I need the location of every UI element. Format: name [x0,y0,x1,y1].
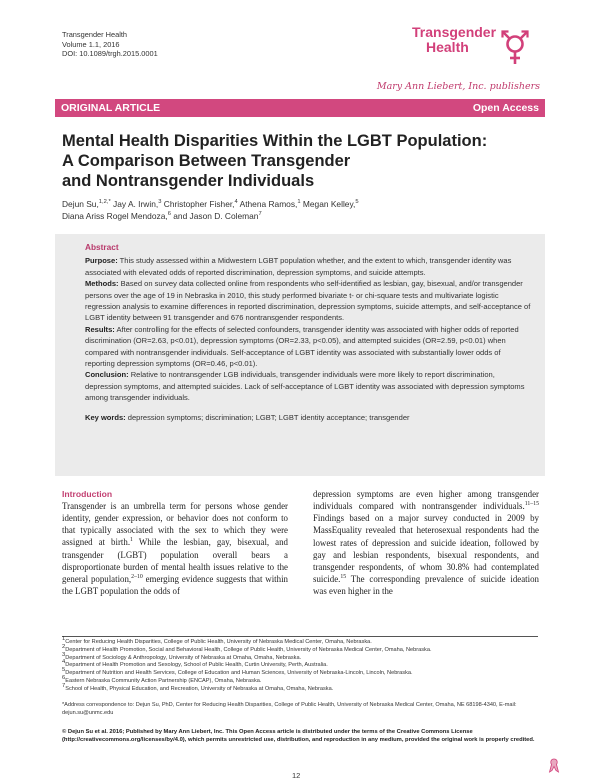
title-line-3: and Nontransgender Individuals [62,172,315,190]
journal-volume: Volume 1.1, 2016 [62,39,120,49]
citation-sup: 1 [130,537,133,544]
body-text: depression symptoms are even higher among transgender individuals compared with nontransgender individuals. [313,489,539,512]
affiliation-item [62,675,538,686]
author-affil-sup: 6 [167,211,171,218]
journal-name: Transgender Health [62,30,128,39]
conclusion-label: Conclusion: [85,370,129,380]
methods-text: Based on survey data collected online from respondents who self-identified as lesbian, gay, bisexual, and/or transgender persons over the age of 19 in Nebraska in 2010, this study performed bivariate t- or chi-square tests and multivariate logistic regression analysis to examine differences in reported discrimination, depression symptoms, suicide attempts, and self-acceptance of LGBT identity between 91 transgender and 676 nontransgender respondents. [85,279,531,323]
logo-line2: Health [426,39,469,55]
author-name: Megan Kelley, [300,199,356,209]
logo-wordmark [412,25,496,55]
citation-sup: 2–10 [131,573,143,580]
author-name: Christopher Fisher, [161,199,235,209]
body-column-right [313,488,539,597]
license-statement: © Dejun Su et al. 2016; Published by Mary Ann Liebert, Inc. This Open Access article is distributed under the terms of the Creative Commons License (http://creativecommons.org/licenses/by/4.0), which permits unrestricted use, distribution, and reproduction in any medium, provided the original work is properly credited. [62,729,535,743]
page-number: 12 [292,771,301,780]
publisher-name: Mary Ann Liebert, Inc. publishers [376,81,540,92]
article-type-band [55,99,545,117]
purpose-text: This study assessed within a Midwestern LGBT population whether, and the extent to which, transgender identity was associated with elevated odds of reported discrimination, depression symptoms, and suicide attempts. [85,256,512,277]
gender-symbol-icon [498,27,532,71]
author-name: Dejun Su, [62,199,99,209]
affiliation-item [62,636,538,647]
author-name: Diana Ariss Rogel Mendoza, [62,211,168,221]
author-affil-sup: 3 [158,199,162,206]
author-affil-sup: 7 [258,211,262,218]
affiliation-item [62,643,538,655]
body-text: While the lesbian, gay, bisexual, and transgender (LGBT) population overall bears a disproportionate burden of mental health issues relative to the general population, [62,537,288,584]
affil-text: Department of Health Promotion, Social and Behavioral Health, College of Public Health, University of Nebraska Medical Center, Omaha, Nebraska. [65,646,432,653]
results-text: After controlling for the effects of selected confounders, transgender identity was associated with higher odds of reported discrimination (OR=2.63, p<0.01), depression symptoms (OR=2.33, p<0.05), and attempted suicides (OR=2.59, p<0.01) when compared with nontransgender individuals. Self-acceptance of LGBT identity was associated with substantially lower odds of reporting depression symptoms (OR=0.46, p<0.01). [85,324,519,369]
abstract-keywords [85,412,531,423]
journal-meta [62,30,158,59]
journal-doi: DOI: 10.1089/trgh.2015.0001 [62,49,158,59]
affil-text: School of Health, Physical Education, and Recreation, University of Nebraska at Omaha, Omaha, Nebraska. [65,685,334,692]
affil-number: 5 [62,667,66,674]
correspondence-note: *Address correspondence to: Dejun Su, PhD, Center for Reducing Health Disparities, College of Public Health, University of Nebraska Medical Center, Omaha, NE 68198-4340, E-mail: dejun.su@unmc.edu [62,702,517,716]
body-column-left [62,500,288,597]
body-text: The corresponding prevalence of suicide ideation was even higher in the [313,574,539,597]
abstract-purpose [85,255,531,278]
affil-number: 2 [62,643,66,650]
journal-logo [412,25,532,75]
affil-text: Department of Health Promotion and Sexology, School of Public Health, Curtin University, Perth, Australia. [65,662,328,669]
affiliation-item [62,682,538,694]
ribbon-icon [548,758,560,774]
keywords-label: Key words: [85,412,126,422]
abstract [85,242,531,423]
logo-line1: Transgender [412,24,497,40]
author-affil-sup: 1 [297,199,301,206]
affil-text: Department of Sociology & Anthropology, University of Nebraska at Omaha, Omaha, Nebraska. [65,654,302,661]
affiliations [62,636,538,694]
purpose-label: Purpose: [85,256,118,266]
open-access-label: Open Access [472,101,539,114]
author-affil-sup: 1,2,* [98,199,111,206]
abstract-methods [85,278,531,324]
affil-text: Center for Reducing Health Disparities, College of Public Health, University of Nebraska Medical Center, Omaha, Nebraska. [65,639,372,645]
affil-number: 1 [62,636,66,643]
body-text: emerging evidence suggests that within the LGBT population the odds of [62,573,288,597]
conclusion-text: Relative to nontransgender LGB individuals, transgender individuals were more likely to report discrimination, depression symptoms, and attempted suicides. Lack of self-acceptance of LGBT identity was associated with depression symptoms among transgender individuals. [85,370,525,403]
affil-number: 4 [62,659,66,666]
article-title [62,131,532,191]
author-affil-sup: 5 [355,199,359,206]
keywords-text: depression symptoms; discrimination; LGBT; LGBT identity acceptance; transgender [125,412,410,422]
affil-text: Eastern Nebraska Community Action Partnership (ENCAP), Omaha, Nebraska. [65,677,262,684]
body-text: Findings based on a major survey conducted in 2009 by MassEquality revealed that heterosexual respondents had the lowest rates of depression and suicide ideation, followed by gay and lesbian respondents, bisexual respondents, and transgender respondents, of whom 30.8% had contemplated suicide. [313,513,539,585]
affiliation-item [62,667,538,678]
abstract-heading: Abstract [85,242,119,252]
affil-text: Department of Nutrition and Health Services, College of Education and Human Sciences, University of Nebraska-Lincoln, Lincoln, Nebraska. [65,670,413,677]
citation-sup: 11–15 [524,501,539,508]
abstract-conclusion [85,369,531,403]
author-list [62,198,482,222]
author-name: and Jason D. Coleman [170,211,259,221]
affil-number: 3 [62,651,66,658]
citation-sup: 15 [340,574,347,581]
author-name: Jay A. Irwin, [110,199,159,209]
author-affil-sup: 4 [234,199,238,206]
results-label: Results: [85,324,115,334]
introduction-heading: Introduction [62,489,113,499]
article-type-label: ORIGINAL ARTICLE [61,101,161,114]
body-text: Transgender is an umbrella term for persons whose gender identity, gender expression, or behavior does not conform to that typically associated with the sex to which they were assigned at birth. [62,501,288,548]
author-name: Athena Ramos, [237,199,298,209]
affil-number: 6 [62,675,66,682]
footnote-divider [62,636,538,637]
methods-label: Methods: [85,279,119,289]
abstract-results [85,324,531,370]
title-line-1: Mental Health Disparities Within the LGBT Population: [62,132,488,150]
title-line-2: A Comparison Between Transgender [62,152,351,170]
affil-number: 7 [62,682,66,689]
